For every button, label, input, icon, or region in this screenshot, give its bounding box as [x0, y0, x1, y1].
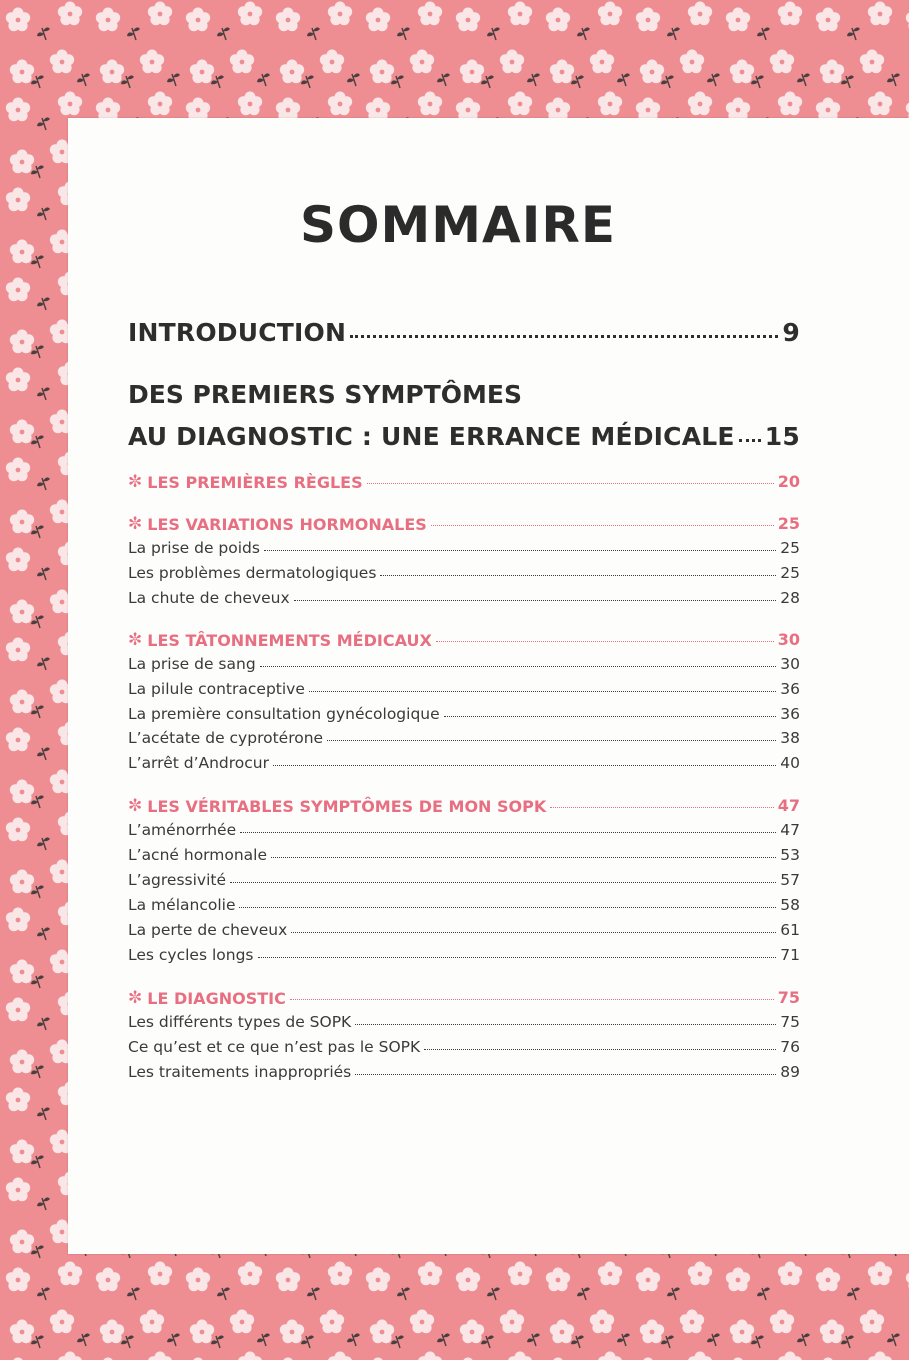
dot-leader: [436, 641, 774, 642]
dot-leader: [431, 525, 774, 526]
toc-section[interactable]: [128, 630, 800, 650]
entry-label: AU DIAGNOSTIC : UNE ERRANCE MÉDICALE: [128, 422, 735, 451]
toc-subentry[interactable]: [128, 1063, 800, 1081]
dot-leader: [367, 483, 774, 484]
entry-label: La première consultation gynécologique: [128, 705, 440, 723]
flower-icon: ✼: [128, 514, 143, 534]
flower-icon: ✼: [128, 472, 143, 492]
entry-label: Les cycles longs: [128, 946, 254, 964]
page-number: 25: [780, 564, 800, 582]
page-number: 89: [780, 1063, 800, 1081]
dot-leader: [380, 575, 776, 576]
dot-leader: [355, 1074, 776, 1075]
entry-label: La pilule contraceptive: [128, 680, 305, 698]
page-number: 28: [780, 589, 800, 607]
page-number: 57: [780, 871, 800, 889]
entry-label: La perte de cheveux: [128, 921, 288, 939]
entry-label: LES PREMIÈRES RÈGLES: [147, 472, 363, 492]
toc-section[interactable]: [128, 514, 800, 534]
dot-leader: [240, 832, 776, 833]
entry-label: L’acétate de cyprotérone: [128, 729, 324, 747]
page-number: 30: [780, 655, 800, 673]
dot-leader: [444, 716, 777, 717]
page-number: 36: [780, 705, 800, 723]
entry-label: Les différents types de SOPK: [128, 1013, 352, 1031]
toc-subentry[interactable]: [128, 846, 800, 864]
toc-entry-introduction[interactable]: [128, 318, 800, 347]
dot-leader: [260, 666, 777, 667]
page-number: 71: [780, 946, 800, 964]
page-number: 38: [780, 729, 800, 747]
flower-icon: ✼: [128, 630, 143, 650]
dot-leader: [264, 550, 776, 551]
page-number: 47: [777, 796, 800, 815]
dot-leader: [294, 600, 777, 601]
toc-subentry[interactable]: [128, 539, 800, 557]
page-number: 20: [777, 472, 800, 491]
dot-leader: [739, 439, 761, 442]
toc-entry-diagnostic-chapter[interactable]: [128, 422, 800, 451]
page-number: 76: [780, 1038, 800, 1056]
entry-label-line1: DES PREMIERS SYMPTÔMES: [128, 380, 522, 409]
toc-subentry[interactable]: [128, 705, 800, 723]
entry-label: INTRODUCTION: [128, 318, 347, 347]
dot-leader: [230, 882, 776, 883]
page-number: 58: [780, 896, 800, 914]
dot-leader: [309, 691, 776, 692]
toc-subentry[interactable]: [128, 921, 800, 939]
page-number: 25: [777, 514, 800, 533]
toc-subentry[interactable]: [128, 729, 800, 747]
dot-leader: [273, 765, 776, 766]
entry-label: L’acné hormonale: [128, 846, 268, 864]
entry-label: Les traitements inappropriés: [128, 1063, 352, 1081]
page-number: 25: [780, 539, 800, 557]
entry-label: L’agressivité: [128, 871, 227, 889]
toc-subentry[interactable]: [128, 1038, 800, 1056]
page-title: SOMMAIRE: [300, 196, 616, 254]
page-number: 75: [780, 1013, 800, 1031]
page-number: 9: [782, 318, 800, 347]
page-number: 15: [764, 422, 800, 451]
entry-label: LE DIAGNOSTIC: [147, 988, 286, 1008]
dot-leader: [290, 999, 774, 1000]
toc-subentry[interactable]: [128, 896, 800, 914]
entry-label: L’aménorrhée: [128, 821, 237, 839]
dot-leader: [550, 807, 773, 808]
toc-subentry[interactable]: [128, 946, 800, 964]
dot-leader: [239, 907, 776, 908]
page-number: 75: [777, 988, 800, 1007]
contents-page: [68, 118, 909, 1254]
page-number: 36: [780, 680, 800, 698]
toc-subentry[interactable]: [128, 655, 800, 673]
entry-label: La prise de poids: [128, 539, 260, 557]
entry-label: LES VÉRITABLES SYMPTÔMES DE MON SOPK: [147, 796, 547, 816]
dot-leader: [327, 740, 776, 741]
page-number: 61: [780, 921, 800, 939]
toc-subentry[interactable]: [128, 871, 800, 889]
entry-label: Les problèmes dermatologiques: [128, 564, 377, 582]
page-number: 47: [780, 821, 800, 839]
entry-label: La chute de cheveux: [128, 589, 290, 607]
toc-subentry[interactable]: [128, 564, 800, 582]
flower-icon: ✼: [128, 796, 143, 816]
toc-section[interactable]: [128, 796, 800, 816]
page-number: 53: [780, 846, 800, 864]
entry-label: LES TÂTONNEMENTS MÉDICAUX: [147, 630, 432, 650]
dot-leader: [355, 1024, 776, 1025]
entry-label: La prise de sang: [128, 655, 256, 673]
toc-subentry[interactable]: [128, 589, 800, 607]
flower-icon: ✼: [128, 988, 143, 1008]
page-number: 40: [780, 754, 800, 772]
page-number: 30: [777, 630, 800, 649]
toc-section[interactable]: [128, 988, 800, 1008]
toc-subentry[interactable]: [128, 754, 800, 772]
dot-leader: [424, 1049, 776, 1050]
entry-label: La mélancolie: [128, 896, 236, 914]
dot-leader: [271, 857, 776, 858]
entry-label: Ce qu’est et ce que n’est pas le SOPK: [128, 1038, 421, 1056]
entry-label: LES VARIATIONS HORMONALES: [147, 514, 427, 534]
toc-section[interactable]: [128, 472, 800, 492]
dot-leader: [350, 335, 778, 338]
toc-subentry[interactable]: [128, 821, 800, 839]
entry-label: L’arrêt d’Androcur: [128, 754, 269, 772]
dot-leader: [291, 932, 776, 933]
toc-subentry[interactable]: [128, 1013, 800, 1031]
dot-leader: [258, 957, 777, 958]
toc-subentry[interactable]: [128, 680, 800, 698]
